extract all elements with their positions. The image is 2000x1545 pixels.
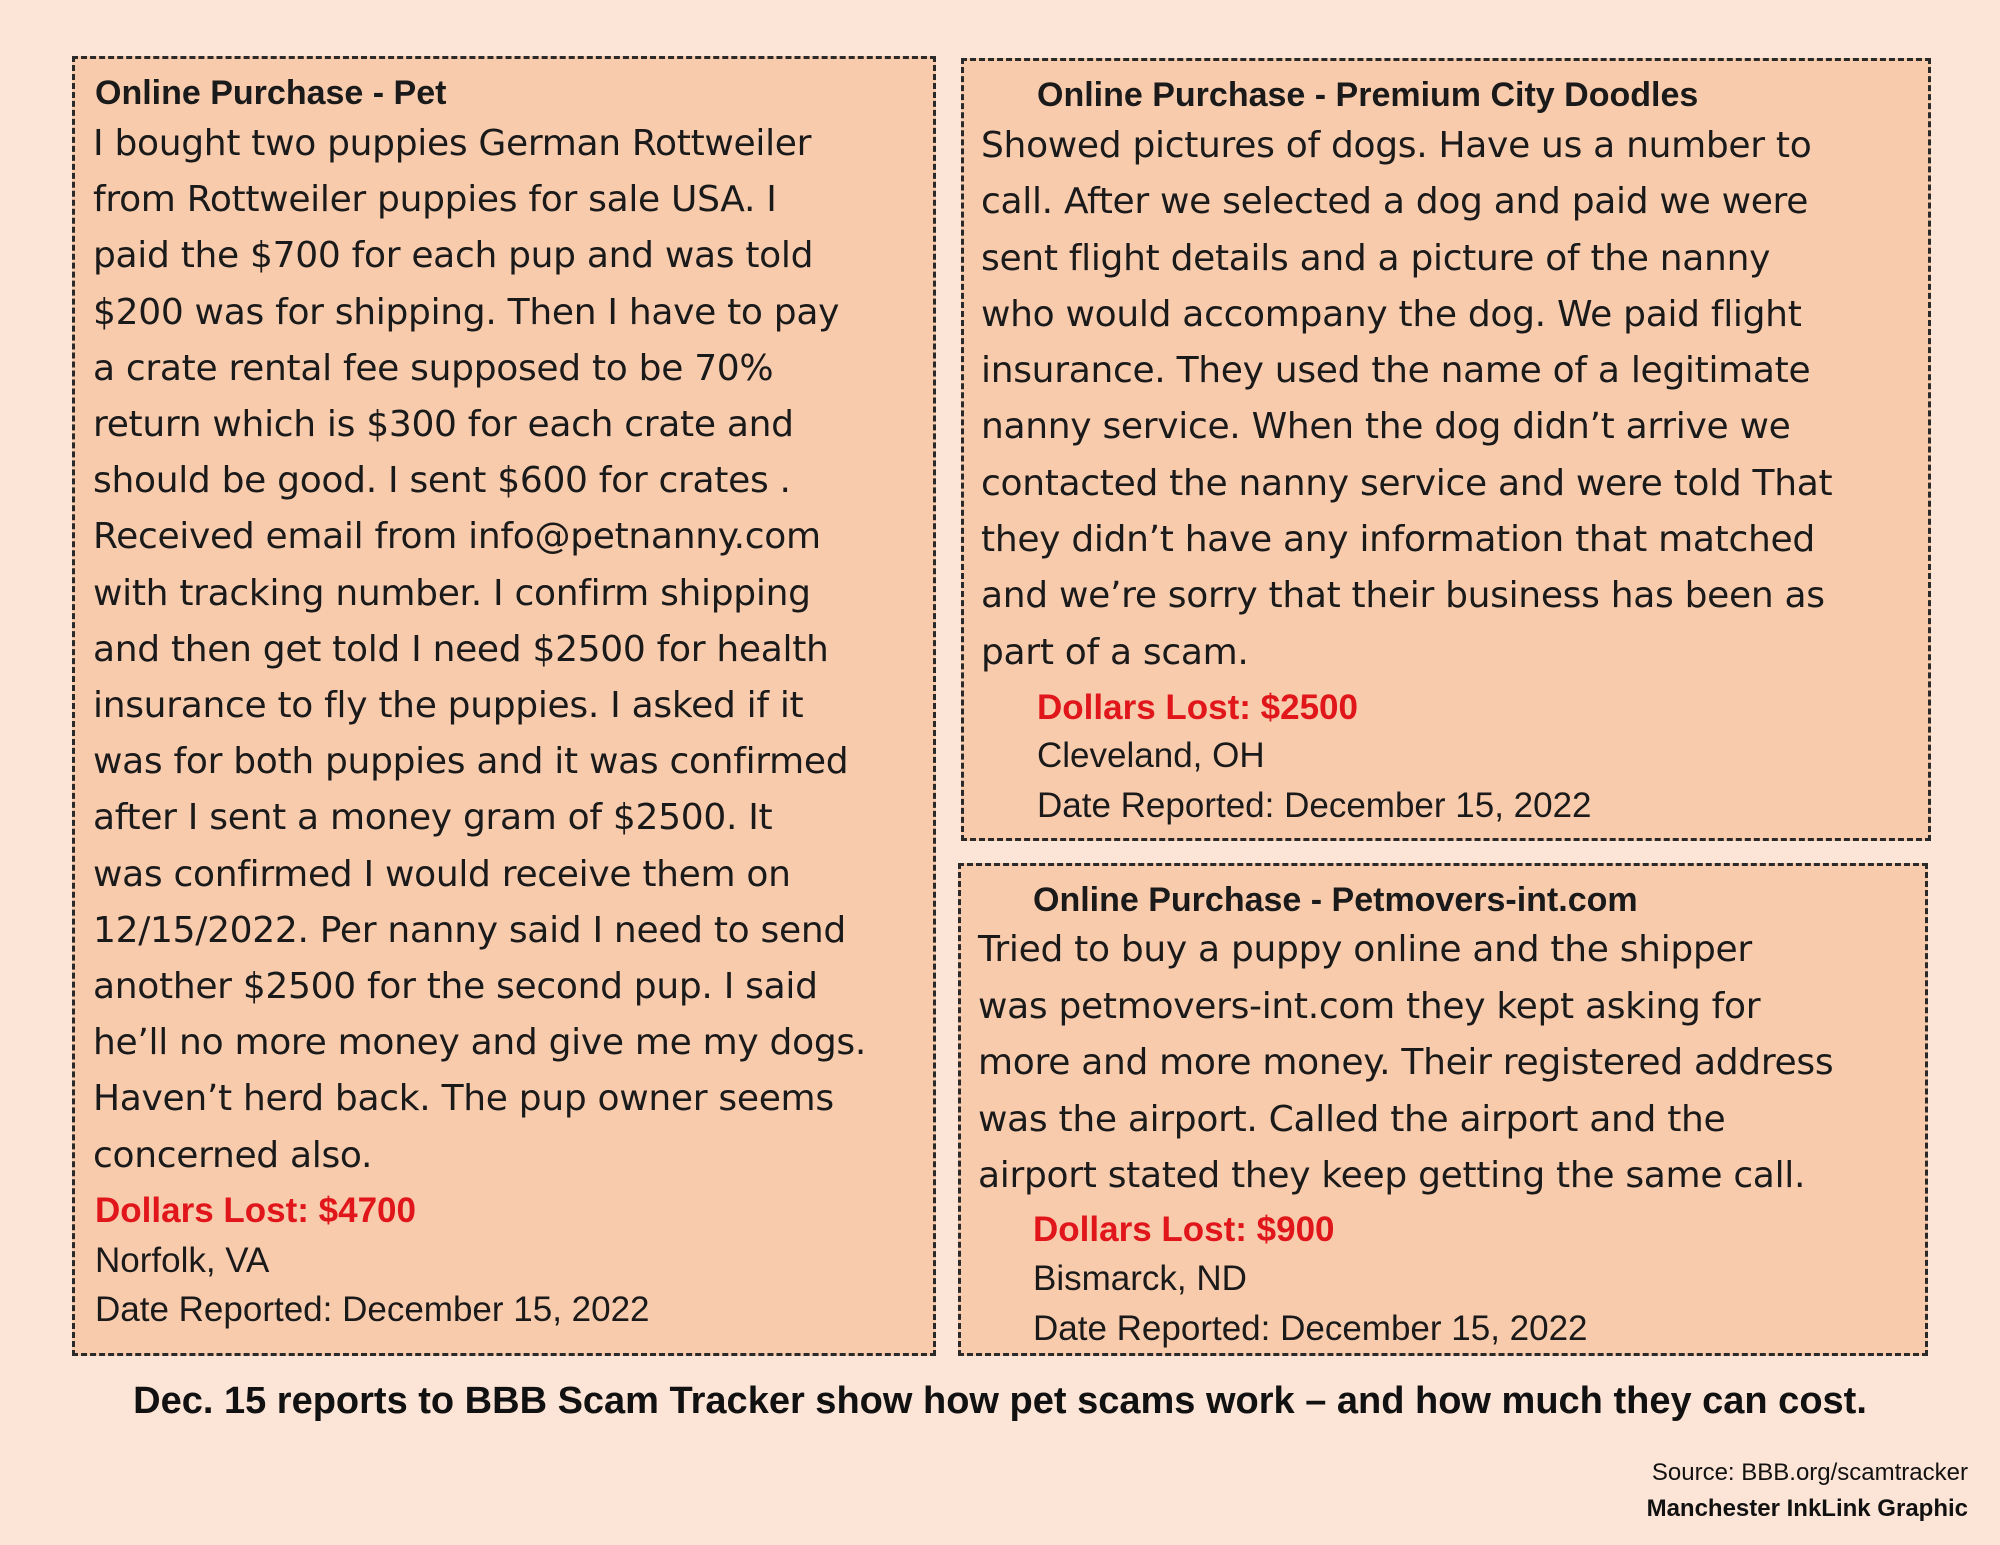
report-title: Online Purchase - Premium City Doodles bbox=[1037, 76, 1699, 114]
dollars-lost: Dollars Lost: $4700 bbox=[95, 1191, 416, 1230]
date-reported: Date Reported: December 15, 2022 bbox=[1037, 786, 1592, 825]
report-story: Tried to buy a puppy online and the shipper was petmovers-int.com they kept asking for more and more money. Their registered address was the airport. Called the airport and the airport stated they keep getting the same call. bbox=[978, 929, 1834, 1196]
date-reported: Date Reported: December 15, 2022 bbox=[1033, 1309, 1588, 1348]
dollars-lost: Dollars Lost: $2500 bbox=[1037, 688, 1358, 727]
report-location: Norfolk, VA bbox=[95, 1241, 270, 1280]
report-card-petmovers bbox=[958, 863, 1928, 1356]
report-location: Bismarck, ND bbox=[1033, 1259, 1247, 1298]
report-location: Cleveland, OH bbox=[1037, 736, 1265, 775]
date-reported: Date Reported: December 15, 2022 bbox=[95, 1290, 650, 1329]
source-note: Source: BBB.org/scamtracker bbox=[1651, 1459, 1968, 1486]
report-story: I bought two puppies German Rottweiler from Rottweiler puppies for sale USA. I paid the $700 for each pup and was told $200 was for shipping. Then I have to pay a crate rental fee supposed to be 70% return which is $300 for each crate and should be good. I sent $600 for crates . Received email from info@petnanny.com with tracking number. I confirm shipping and then get told I need $2500 for health insurance to fly the puppies. I asked if it was for both puppies and it was confirmed after I sent a money gram of $2500. It was confirmed I would receive them on 12/15/2022. Per nanny said I need to send another $2500 for the second pup. I said he’ll no more money and give me my dogs. Haven’t herd back. The pup owner seems concerned also. bbox=[93, 123, 866, 1176]
report-title: Online Purchase - Pet bbox=[95, 74, 447, 112]
report-story: Showed pictures of dogs. Have us a number to call. After we selected a dog and paid we were sent flight details and a picture of the nanny who would accompany the dog. We paid flight insurance. They used the name of a legitimate nanny service. When the dog didn’t arrive we contacted the nanny service and were told That they didn’t have any information that matched and we’re sorry that their business has been as part of a scam. bbox=[981, 125, 1833, 673]
report-title: Online Purchase - Petmovers-int.com bbox=[1033, 881, 1638, 919]
dollars-lost: Dollars Lost: $900 bbox=[1033, 1210, 1335, 1249]
graphic-caption: Dec. 15 reports to BBB Scam Tracker show how pet scams work – and how much they can cost. bbox=[133, 1380, 1867, 1422]
report-card-premium-city-doodles bbox=[961, 58, 1931, 841]
graphic-credit: Manchester InkLink Graphic bbox=[1646, 1495, 1968, 1522]
report-card-pet bbox=[72, 56, 936, 1356]
